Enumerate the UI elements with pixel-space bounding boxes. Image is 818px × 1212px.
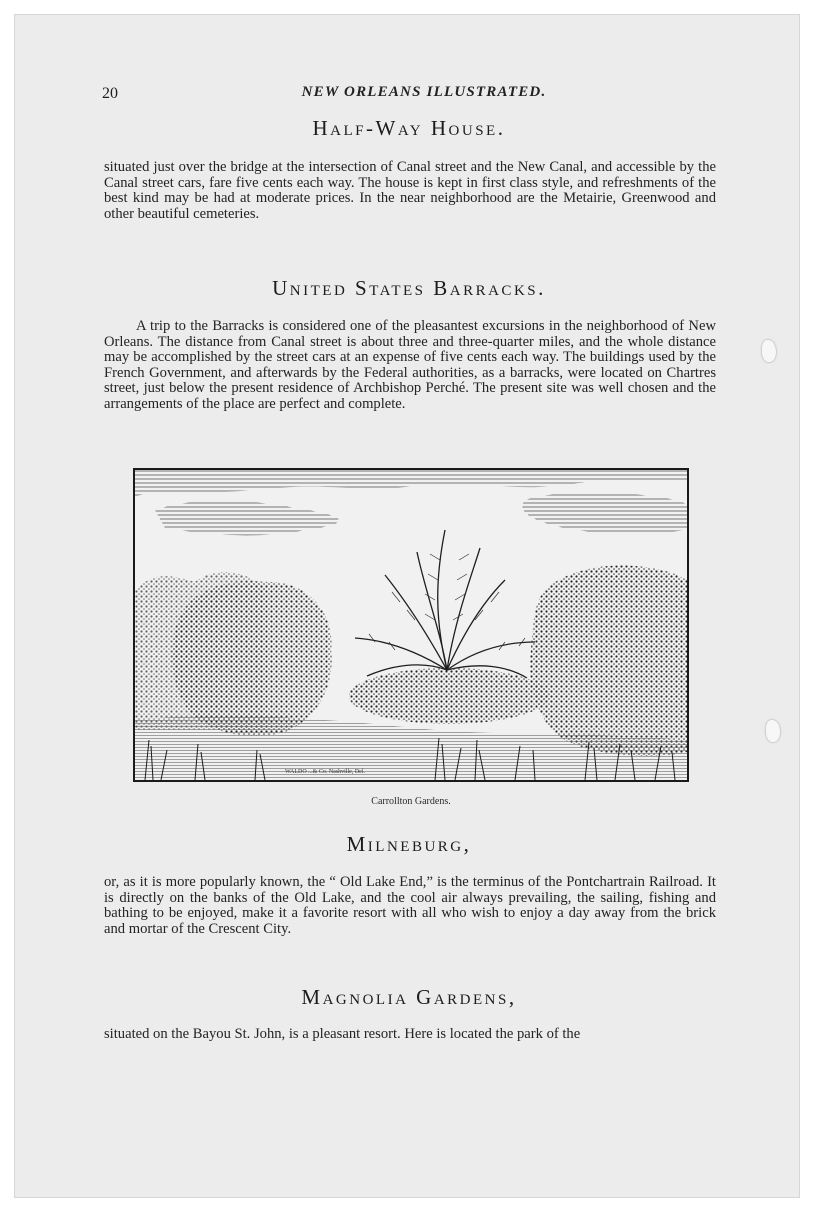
engraving-caption: Carrollton Gardens. [371,796,451,807]
carrollton-gardens-engraving [133,468,689,782]
engraver-credit: WALDO ...& Co. Nashville, Del. [285,769,365,775]
section-title-milneburg: Milneburg, [346,832,472,856]
engraving-artwork [135,470,687,780]
paper-tear-mark [762,340,776,362]
section-body-half-way-house: situated just over the bridge at the intersection of Canal street and the New Canal, and accessible by the Canal street cars, fare five cents each way. The house is kept in first class style, and refreshments of the best kind may be had at moderate prices. In the near neighborhood are the Metairie, Greenwood and other beautiful cemeteries. [104,159,716,222]
right-bush [530,566,687,756]
section-body-magnolia-gardens: situated on the Bayou St. John, is a pleasant resort. Here is located the park of the [104,1026,581,1042]
section-title-barracks: United States Barracks. [272,276,546,300]
left-bush [172,581,332,736]
section-body-milneburg: or, as it is more popularly known, the “ Old Lake End,” is the terminus of the Pontchartrain Railroad. It is directly on the banks of the Old Lake, and the cool air always prevailing, the sailing, fishing and bathing to be enjoyed, make it a favorite resort with all who wish to enjoy a day away from the brick and mortar of the Crescent City. [104,874,716,937]
section-title-magnolia-gardens: Magnolia Gardens, [301,985,517,1009]
page-number: 20 [102,85,118,102]
palm-mound [349,668,549,724]
running-head: NEW ORLEANS ILLUSTRATED. [301,84,547,100]
section-body-barracks: A trip to the Barracks is considered one of the pleasantest excursions in the neighborhood of New Orleans. The distance from Canal street is about three and three-quarter miles, and the whole distance may be accomplished by the street cars at an expense of five cents each way. The buildings used by the French Government, and afterwards by the Federal authorities, as a barracks, were located on Chartres street, just below the present residence of Archbishop Perché. The present site was well chosen and the arrangements of the place are perfect and complete. [104,318,716,412]
paper-tear-mark [766,720,780,742]
section-title-half-way-house: Half-Way House. [312,116,506,140]
